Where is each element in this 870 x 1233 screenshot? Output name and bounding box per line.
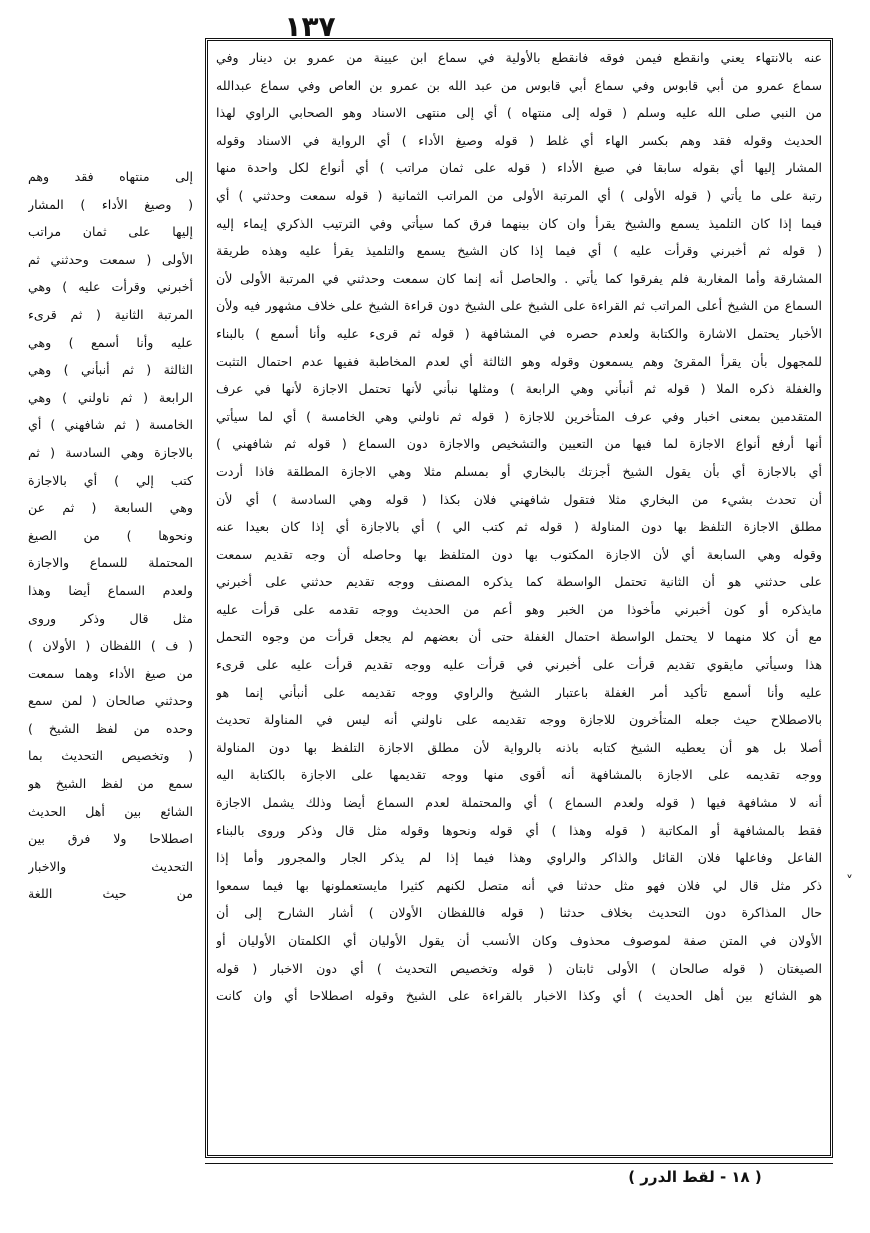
- text-line: أن تحدث بشيء من البخاري مثلا فتقول شافهني فلان بكذا ( قوله وهي السادسة ) أي لأن: [216, 491, 822, 507]
- text-line: للمجهول بأن يقرأ المقرئ وهم يسمعون وقوله وهو الثالثة أي لعدم المخاطبة ففيها عدم احتمال التثبت: [216, 353, 822, 369]
- text-line: هو الشائع بين أهل الحديث ) أي وكذا الاخبار بالقراءة على الشيخ وقوله اصطلاحا أي وان كانت: [216, 988, 822, 1004]
- text-line: ووجه تقديمه على الاجازة بالمشافهة أنه أقوى منها ووجه تقديمها على الاجازة بالكتابة اليه: [216, 767, 822, 783]
- text-line: وهي السابعة ( ثم عن: [28, 500, 193, 516]
- text-line: الرابعة ( ثم ناولني ) وهي: [28, 389, 193, 405]
- text-line: بالاصطلاح حيث جعله المتأخرون للاجازة ووجه تقديمه على ناولني أنه ليس في المناولة تحديث: [216, 712, 822, 728]
- text-line: الأخبار يحتمل الاشارة والكتابة ولعدم حصره في المشافهة ( قوله ثم قرىء عليه وأنا أسمع ) بالبناء: [216, 325, 822, 341]
- text-line: فقط بالمشافهة أو المكاتبة ( قوله وهذا ) أي قوله ونحوها وقوله مثل قال وذكر وروى بالبناء: [216, 822, 822, 838]
- text-line: أي بالاجازة أي بأن يقول الشيخ أجزتك بالبخاري أو بمسلم مثلا وهي الاجازة المطلقة فاذا أردت: [216, 463, 822, 479]
- text-line: ( قوله ثم أخبرني وقرأت عليه ) أي فيما إذا كان الشيخ يسمع والتلميذ يقرأ عليه وهذه طريقة: [216, 243, 822, 259]
- text-line: مع أن كلا منهما لا يحتمل الواسطة احتمال الغفلة حتى أن بعضهم لم يجعل قرأت من وجوه التحمل: [216, 629, 822, 645]
- text-line: المحتملة للسماع والاجازة: [28, 555, 193, 571]
- text-line: وحده من لفظ الشيخ ): [28, 720, 193, 736]
- text-line: ( وتخصيص التحديث بما: [28, 748, 193, 764]
- text-line: مثل قال وذكر وروى: [28, 610, 193, 626]
- text-line: الثالثة ( ثم أنبأني ) وهي: [28, 362, 193, 378]
- text-line: المشارقة وأما المغاربة فلم يفرقوا كما يأتي . والحاصل أنه إنما كان سمعت وحدثني في المرتبة الأولى لأن: [216, 270, 822, 286]
- text-line: ونحوها ) من الصيغ: [28, 527, 193, 543]
- text-line: أنه لا مشافهة فيها ( قوله ولعدم السماع ) أي والمحتملة لعدم السماع أيضا وذلك يشمل الاجازة: [216, 795, 822, 811]
- text-line: ( وصيغ الأداء ) المشار: [28, 196, 193, 212]
- text-line: سمع من لفظ الشيخ هو: [28, 776, 193, 792]
- text-line: أصلا بل هو أن يعطيه الشيخ كتابه باذنه بالرواية لأن مطلق الاجازة التلفظ بها دون المناولة: [216, 739, 822, 755]
- text-line: سماع عمرو من أبي قابوس وفي سماع أبي قابوس من عبد الله بن عمرو بن العاص وفي سماع عبدالله: [216, 77, 822, 93]
- text-line: على حدثني هو أن الثانية تحتمل الواسطة كما يذكره المصنف ووجه تقديم حدثني على أخبرني: [216, 574, 822, 590]
- text-line: الحديث وقوله فقد وهم بكسر الهاء أي غلط ( قوله وصيغ الأداء ) أي الرواية في الاسناد وقوله: [216, 132, 822, 148]
- text-line: عليه وأنا أسمع تأكيد أمر الغفلة باعتبار الشيخ والراوي ووجه تقديمه على أنبأني إنما هو: [216, 684, 822, 700]
- text-line: السماع من الشيخ أعلى المراتب ثم القراءة على الشيخ على الشيخ دون قراءة الشيخ على خلاف مشهور فيه ولأن: [216, 298, 822, 314]
- text-line: الفاعل وفاعلها فلان القائل والذاكر والراوي وهذا فيما إذا لم يذكر الجار والمجرور وأما إذا: [216, 850, 822, 866]
- text-line: عليه وأنا أسمع ) وهي: [28, 334, 193, 350]
- text-line: وقوله وهي السابعة أي لأن الاجازة المكتوب بها دون المتلفظ بها وحاصله أن وجه تقديم سمعت: [216, 546, 822, 562]
- text-line: ولعدم السماع أيضا وهذا: [28, 582, 193, 598]
- text-line: من حيث اللغة: [28, 886, 193, 902]
- text-line: مايذكره أو كون أخبرني مأخوذا من الخبر وهو أعم من الحديث ووجه تقدمه على قرأت عليه: [216, 601, 822, 617]
- page-number: ١٣٧: [284, 10, 336, 43]
- text-line: من صيغ الأداء وهما سمعت: [28, 665, 193, 681]
- text-line: المرتبة الثانية ( ثم قرىء: [28, 306, 193, 322]
- main-commentary-text: [216, 44, 822, 1154]
- text-line: أخبرني وقرأت عليه ) وهي: [28, 279, 193, 295]
- text-line: بالاجازة وهي السادسة ( ثم: [28, 444, 193, 460]
- margin-mark: ˅: [846, 874, 853, 890]
- text-line: المشار إليها أي بقوله سابقا في صيغ الأداء ( قوله على ثمان مراتب ) أي أنواع لكل واحدة منها: [216, 160, 822, 176]
- text-line: حال المذاكرة دون التحديث بخلاف حدثنا ( قوله فاللفظان الأولان ) أشار الشارح إلى أن: [216, 905, 822, 921]
- text-line: الشائع بين أهل الحديث: [28, 803, 193, 819]
- text-line: الخامسة ( ثم شافهني ) أي: [28, 417, 193, 433]
- text-line: فيما إذا كان التلميذ يسمع والشيخ يقرأ وان كان بينهما فرق كما سيأتي وفي الترتيب الذكري إيماء إليه: [216, 215, 822, 231]
- text-line: رتبة على ما يأتي ( قوله الأولى ) أي المرتبة الأولى من المراتب الثمانية ( قوله سمعت وحدثني ) أي: [216, 187, 822, 203]
- text-line: التحديث والاخبار: [28, 858, 193, 874]
- text-line: مطلق الاجازة التلفظ بها دون المناولة ( قوله ثم كتب الي ) أي بالاجازة أي إذا كان بعيدا عنه: [216, 519, 822, 535]
- text-line: كتب إلي ) أي بالاجازة: [28, 472, 193, 488]
- footer-rule: [205, 1163, 833, 1164]
- text-line: الأولان في المتن صفة لموصوف محذوف وكان الأنسب أن يقول الأوليان أي الكلمتان الأوليان أو: [216, 933, 822, 948]
- text-line: اصطلاحا ولا فرق بين: [28, 831, 193, 847]
- text-line: إليها على ثمان مراتب: [28, 224, 193, 240]
- text-line: إلى منتهاه فقد وهم: [28, 169, 193, 184]
- text-line: أنها أرفع أنواع الاجازة لما فيها من التعيين والتشخيص والاجازة دون السماع ( قوله ثم شافهني ): [216, 436, 822, 452]
- text-line: الأولى ( سمعت وحدثني ثم: [28, 251, 193, 267]
- text-line: ذكر مثل قال لي فلان فهو مثل حدثنا في أنه متصل لكنهم كثيرا مايستعملونها بها فيما سمعوا: [216, 877, 822, 893]
- signature-mark: ( ١٨ - لقط الدرر ): [628, 1168, 762, 1186]
- text-line: والغفلة ذكره الملا ( قوله ثم أنبأني وهي الرابعة ) ومثلها نبأني لأنها تحتمل الاجازة لأنها في عرف: [216, 381, 822, 397]
- margin-matn-text: [28, 163, 193, 908]
- text-line: عنه بالانتهاء يعني وانقطع فيمن فوقه فانقطع بالأولية في سماع ابن عيينة من عمرو بن دينار وفي: [216, 50, 822, 65]
- text-line: من النبي صلى الله عليه وسلم ( قوله إلى منتهاه ) أي إلى منتهى الاسناد وهو الصحابي الراوي لهذا: [216, 105, 822, 121]
- text-line: وحدثني صالحان ( لمن سمع: [28, 693, 193, 709]
- text-line: المتقدمين بمعنى اخبار وفي عرف المتأخرين للاجازة ( قوله ثم ناولني وهي الخامسة ) أي لما سيأتي: [216, 408, 822, 424]
- text-line: الصيغتان ( قوله صالحان ) الأولى ثابتان ( قوله وتخصيص التحديث ) أي دون الاخبار ( قوله: [216, 960, 822, 976]
- text-line: ( ف ) اللفظان ( الأولان ): [28, 638, 193, 654]
- text-line: هذا وسيأتي مايقوي تقديم قرأت على أخبرني في قرأت عليه ووجه تقديم قرأت عليه على قرىء: [216, 657, 822, 673]
